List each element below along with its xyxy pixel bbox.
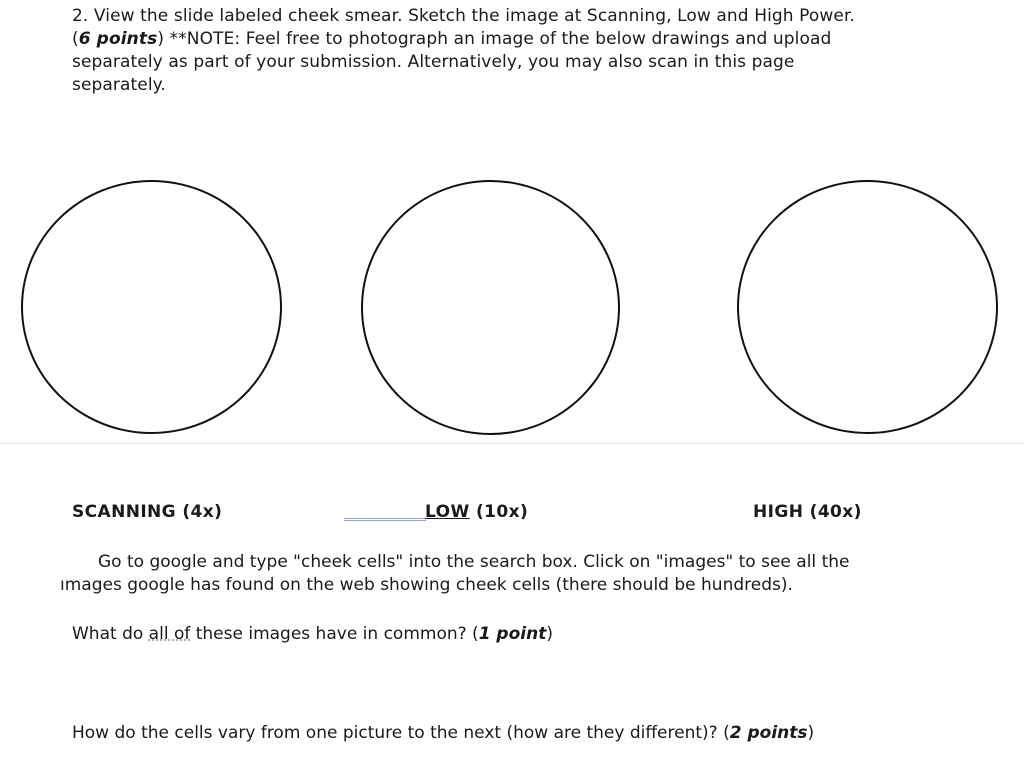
paren-open: ( [72,29,79,49]
points-2: 2 points [729,723,808,743]
low-magnification: (10x) [469,502,529,522]
low-word: LOW [425,502,470,522]
vary-pre: How do the cells vary from one picture to the next (how are they different)? ( [72,723,730,743]
note-text: ) **NOTE: Feel free to photograph an image of the below drawings and upload [157,29,832,49]
common-pre: What do [72,624,149,644]
question-vary [72,723,814,743]
question-common [72,624,553,644]
vary-close: ) [807,723,815,743]
question-2-line-4: separately. [72,75,166,95]
double-underline-mark [344,518,426,521]
question-3-line-2: ımages google has found on the web showing cheek cells (there should be hundreds). [60,575,793,595]
points-1: 1 point [478,624,547,644]
question-2-line-1: 2. View the slide labeled cheek smear. Sketch the image at Scanning, Low and High Power. [72,6,856,26]
common-all-of: all of [148,624,191,644]
scanning-label: SCANNING (4x) [72,502,223,522]
points-6: 6 points [78,29,158,49]
scanning-drawing-circle [21,180,282,434]
question-3-line-1: Go to google and type "cheek cells" into the search box. Click on "images" to see all the [98,552,850,572]
low-label [425,502,528,522]
common-post: these images have in common? ( [190,624,479,644]
common-close: ) [546,624,553,644]
page-divider [0,443,1024,444]
question-2-line-2 [72,28,972,51]
question-3-text [60,551,980,597]
question-2-line-3: separately as part of your submission. Alternatively, you may also scan in this page [72,52,795,72]
question-2-text [72,5,972,97]
low-drawing-circle [361,180,620,435]
high-drawing-circle [737,180,998,434]
high-label: HIGH (40x) [753,502,862,522]
